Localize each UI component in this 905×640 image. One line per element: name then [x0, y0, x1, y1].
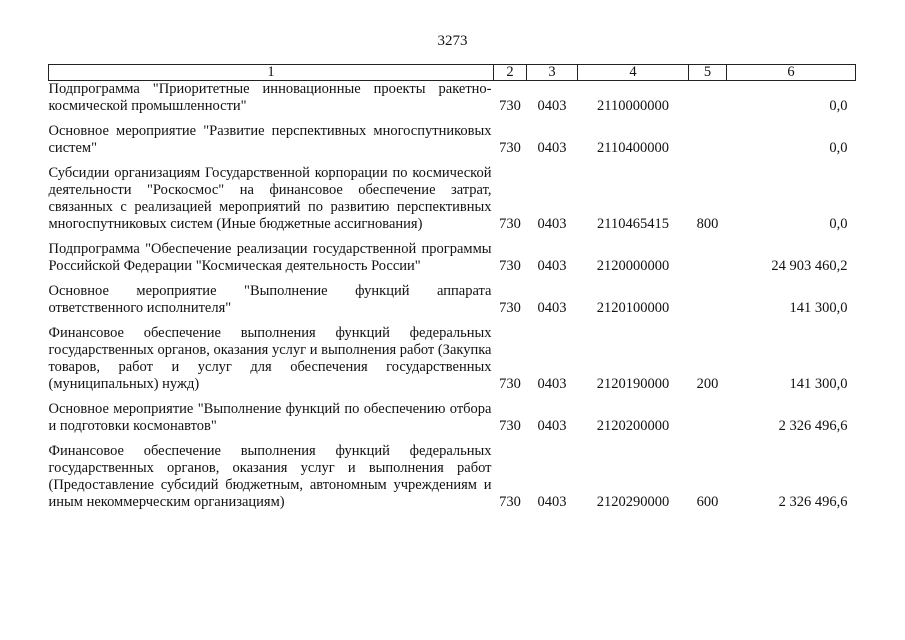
row-col3-cell: 0403: [537, 216, 567, 232]
row-spacer-cell: [49, 275, 856, 283]
row-col2-cell: 730: [499, 216, 521, 232]
row-col4-cell: 2110465415: [597, 216, 669, 232]
row-amount-cell: 24 903 460,2: [771, 258, 848, 274]
row-col5-cell: [689, 283, 727, 317]
row-col4-cell: 2110400000: [597, 140, 669, 156]
row-col3-cell: 0403: [537, 98, 567, 114]
row-spacer-cell: [49, 317, 856, 325]
table-row: [49, 325, 856, 393]
row-col4-cell: 2110000000: [597, 98, 669, 114]
row-name-cell: Основное мероприятие "Выполнение функций по обеспечению отбора и подготовки космонавтов": [48, 401, 492, 434]
budget-table: [48, 64, 856, 511]
row-amount-cell: 0,0: [829, 140, 848, 156]
row-name-cell: Финансовое обеспечение выполнения функций федеральных государственных органов, оказания услуг и выполнения работ (Предоставление субсидий бюджетным, автономным учреждениям и иным некоммерческим организациям): [48, 443, 492, 510]
table-row: [49, 283, 856, 317]
row-col2-cell: 730: [499, 376, 521, 392]
row-amount-cell: 2 326 496,6: [778, 494, 848, 510]
row-amount-cell: 2 326 496,6: [778, 418, 848, 434]
table-row: [49, 401, 856, 435]
column-header-3: 3: [527, 65, 578, 81]
table-row: [49, 165, 856, 233]
row-col5-cell: [689, 241, 727, 275]
row-spacer: [49, 233, 856, 241]
row-col4-cell: 2120100000: [596, 300, 670, 316]
row-amount-cell: 141 300,0: [789, 300, 848, 316]
row-col5-cell: [689, 81, 727, 116]
row-spacer-cell: [49, 393, 856, 401]
row-col3-cell: 0403: [537, 258, 567, 274]
row-name-cell: Подпрограмма "Обеспечение реализации государственной программы Российской Федерации "Космическая деятельность России": [48, 241, 492, 274]
row-col3-cell: 0403: [537, 494, 567, 510]
row-col2-cell: 730: [499, 98, 521, 114]
row-name-cell: Основное мероприятие "Выполнение функций аппарата ответственного исполнителя": [48, 283, 492, 316]
row-col2-cell: 730: [499, 494, 521, 510]
row-col2-cell: 730: [499, 140, 521, 156]
table-row: [49, 123, 856, 157]
row-col2-cell: 730: [499, 418, 521, 434]
row-spacer: [49, 115, 856, 123]
row-name-cell: Подпрограмма "Приоритетные инновационные проекты ракетно-космической промышленности": [48, 81, 492, 114]
row-col4-cell: 2120200000: [596, 418, 670, 434]
row-amount-cell: 0,0: [829, 216, 848, 232]
row-col5-cell: 200: [696, 376, 719, 392]
row-spacer: [49, 157, 856, 165]
row-col5-cell: [689, 401, 727, 435]
row-col3-cell: 0403: [537, 140, 567, 156]
row-name-cell: Финансовое обеспечение выполнения функций федеральных государственных органов, оказания услуг и выполнения работ (Закупка товаров, работ и услуг для обеспечения государственных (муниципальных) нужд): [48, 325, 492, 392]
table-body: [49, 81, 856, 512]
row-name-cell: Основное мероприятие "Развитие перспективных многоспутниковых систем": [48, 123, 492, 156]
row-col4-cell: 2120290000: [596, 494, 670, 510]
table-row: [49, 443, 856, 511]
column-header-2: 2: [494, 65, 527, 81]
column-header-5: 5: [689, 65, 727, 81]
row-col2-cell: 730: [499, 300, 521, 316]
row-spacer-cell: [49, 115, 856, 123]
row-col5-cell: [689, 123, 727, 157]
table-row: [49, 241, 856, 275]
row-col3-cell: 0403: [537, 300, 567, 316]
row-spacer: [49, 393, 856, 401]
row-spacer: [49, 317, 856, 325]
row-spacer-cell: [49, 435, 856, 443]
table-header: [49, 65, 856, 81]
row-spacer-cell: [49, 157, 856, 165]
row-col5-cell: 600: [696, 494, 719, 510]
row-name-cell: Субсидии организациям Государственной корпорации по космической деятельности "Роскосмос" на финансовое обеспечение затрат, связанных с реализацией мероприятий по развитию перспективных многоспутниковых систем (Иные бюджетные ассигнования): [48, 165, 492, 232]
row-col3-cell: 0403: [537, 418, 567, 434]
row-col5-cell: 800: [696, 216, 719, 232]
page-number: 3273: [437, 33, 468, 49]
column-header-6: 6: [727, 65, 856, 81]
row-col2-cell: 730: [499, 258, 521, 274]
row-col3-cell: 0403: [537, 376, 567, 392]
row-col4-cell: 2120190000: [596, 376, 670, 392]
row-spacer-cell: [49, 233, 856, 241]
column-header-4: 4: [578, 65, 689, 81]
table-row: [49, 81, 856, 116]
column-header-1: 1: [49, 65, 494, 81]
header-row: [49, 65, 856, 81]
row-amount-cell: 141 300,0: [789, 376, 848, 392]
row-col4-cell: 2120000000: [596, 258, 670, 274]
row-amount-cell: 0,0: [829, 98, 848, 114]
row-spacer: [49, 275, 856, 283]
row-spacer: [49, 435, 856, 443]
